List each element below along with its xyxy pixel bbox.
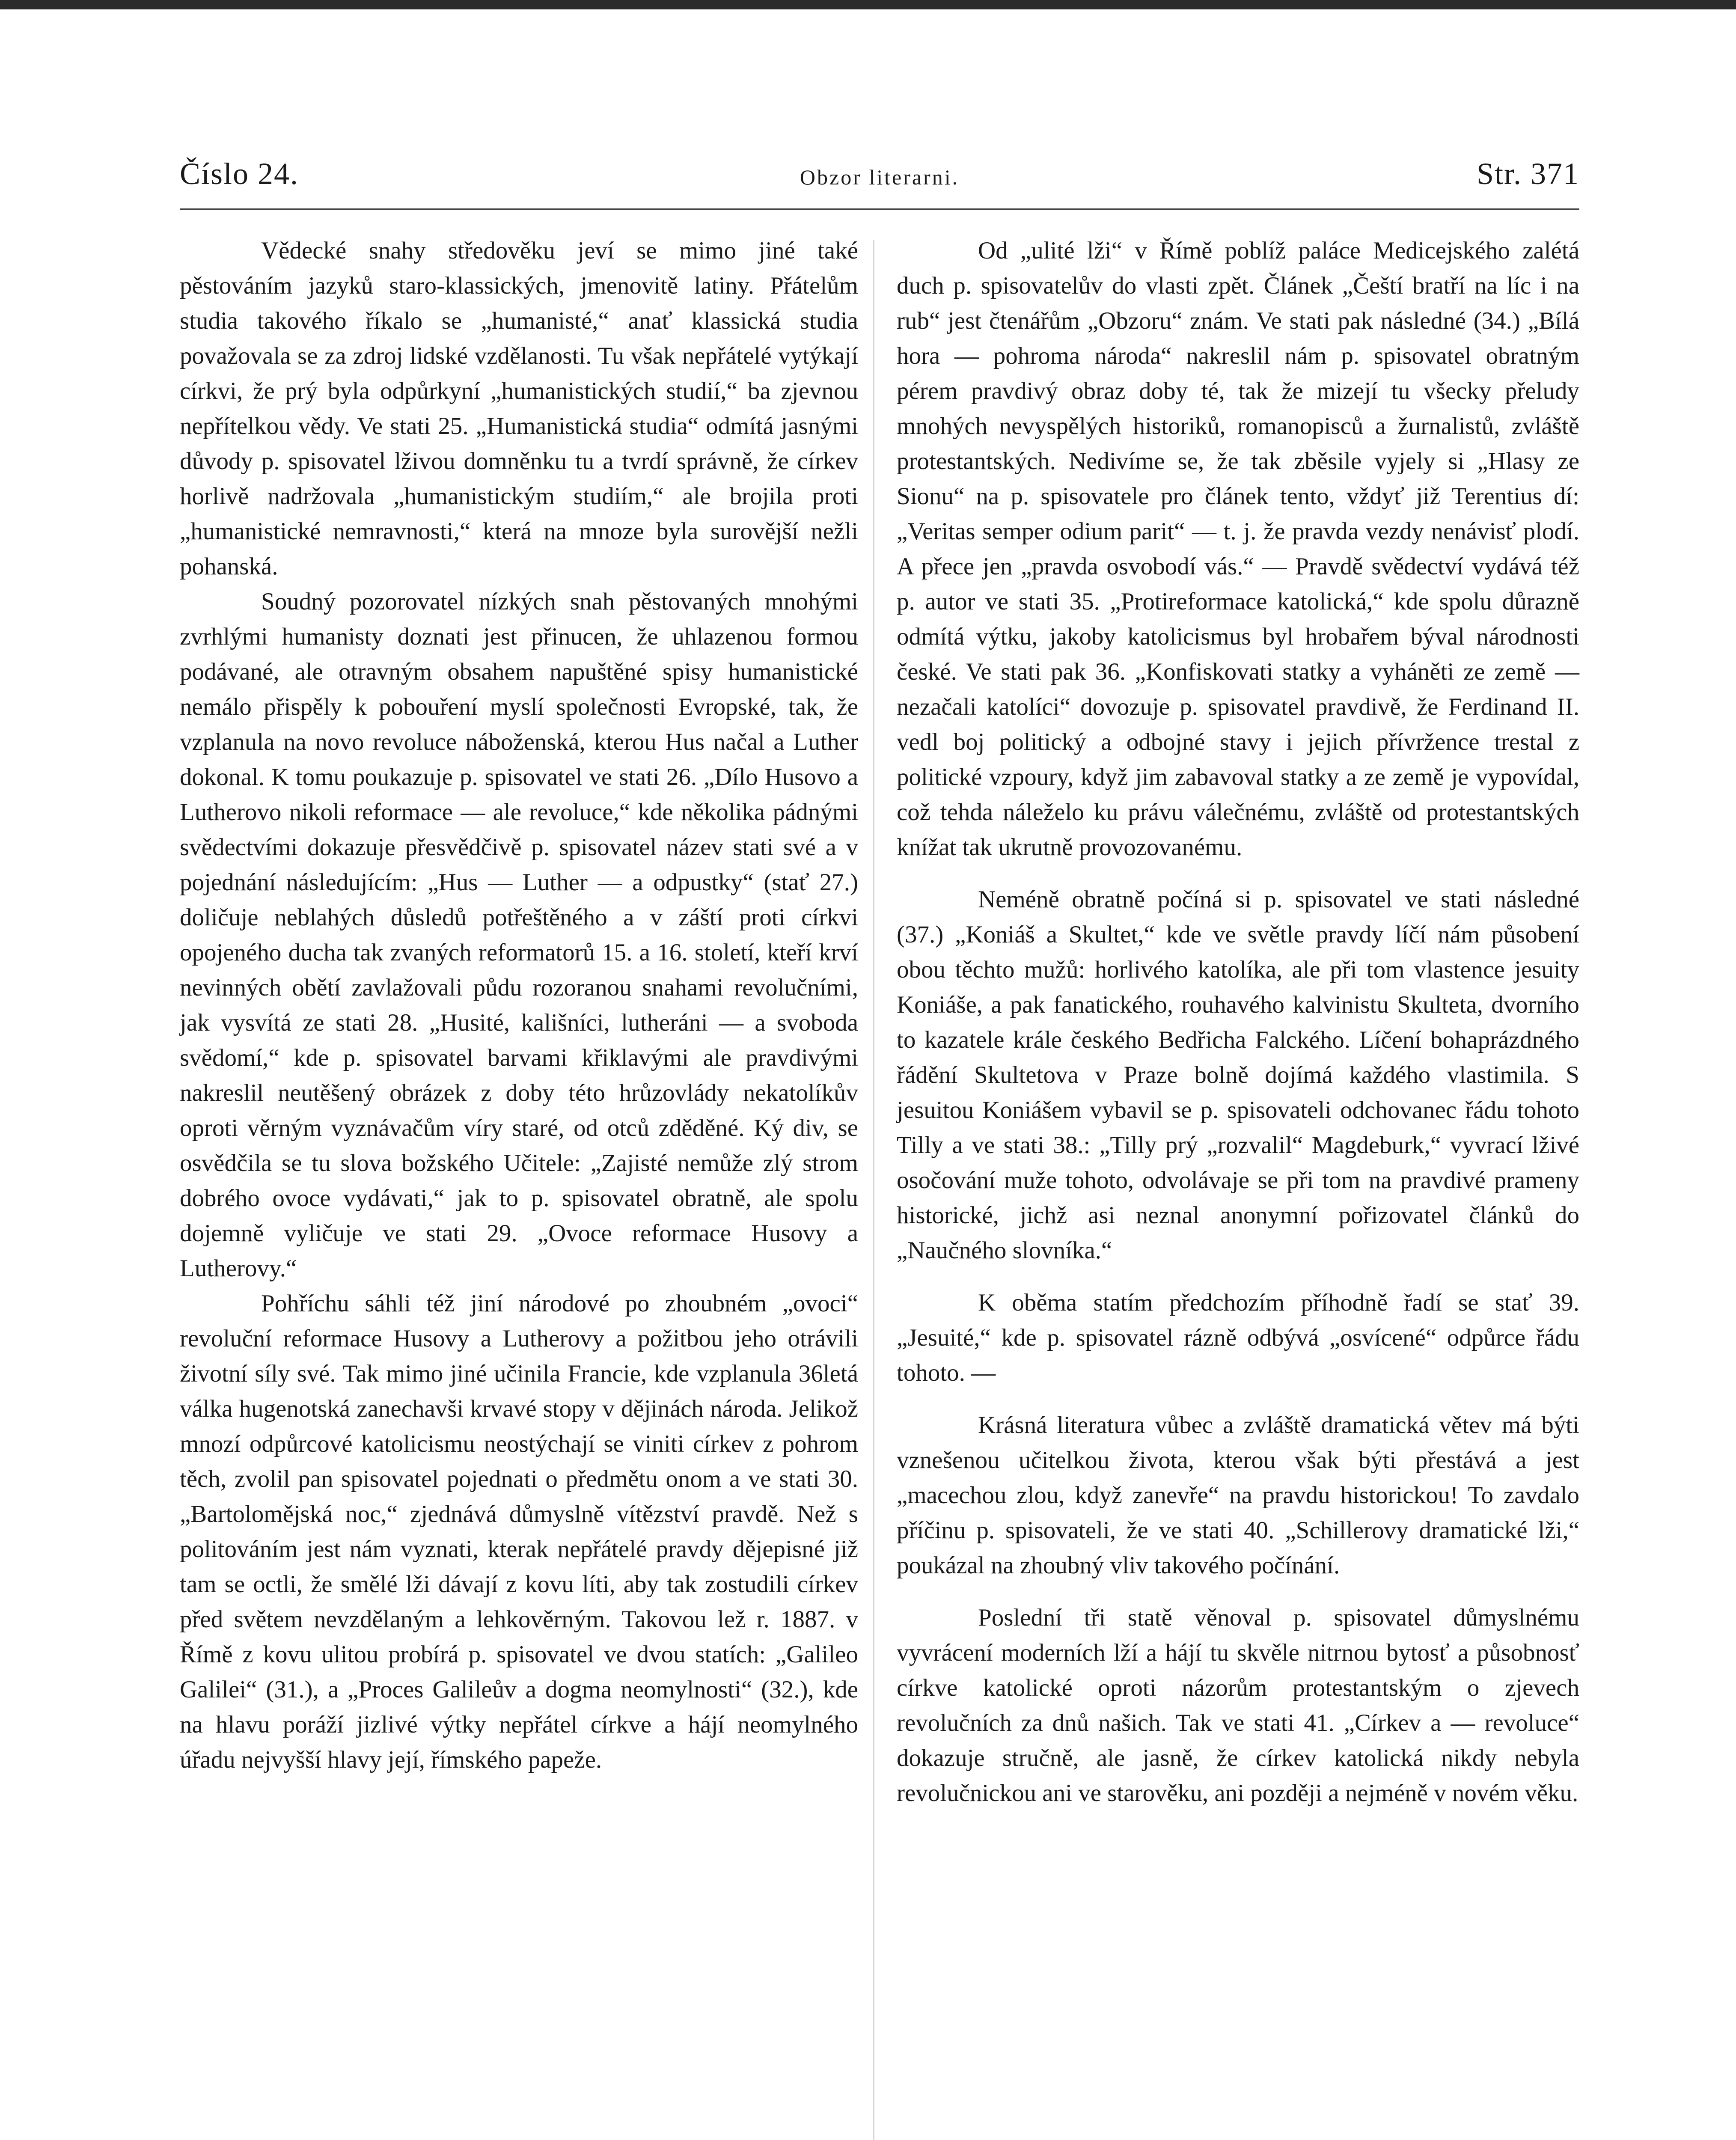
right-column (897, 233, 1579, 1811)
issue-number: Číslo 24. (180, 157, 299, 191)
page-header (180, 156, 1579, 199)
paragraph: Poslední tři statě věnoval p. spisovatel důmyslnému vyvrácení moderních lží a hájí tu skvěle nitrnou bytosť a působnosť církve katolické oproti názorům protestantským o zjevech revolučních za dnů našich. Tak ve stati 41. „Církev a — revoluce“ dokazuje stručně, ale jasně, že církev katolická nikdy nebyla revolučnickou ani ve starověku, ani později a nejméně v novém věku. (897, 1604, 1579, 1807)
paragraph: K oběma statím předchozím příhodně řadí se stať 39. „Jesuité,“ kde p. spisovatel rázně odbývá „osvícené“ odpůrce řádu tohoto. — (897, 1289, 1579, 1386)
paragraph: Soudný pozorovatel nízkých snah pěstovaných mnohými zvrhlými humanisty doznati jest přinucen, že uhlazenou formou podávané, ale otravným obsahem napuštěné spisy humanistické nemálo přispěly k pobouření myslí společnosti Evropské, tak, že vzplanula na novo revoluce náboženská, kterou Hus načal a Luther dokonal. K tomu poukazuje p. spisovatel ve stati 26. „Dílo Husovo a Lutherovo nikoli reformace — ale revoluce,“ kde několika pádnými svědectvími dokazuje přesvědčivě p. spisovatel název stati své a v pojednání následujícím: „Hus — Luther — a odpustky“ (stať 27.) doličuje neblahých důsledů potřeštěného a v záští proti církvi opojeného ducha tak zvaných reformatorů 15. a 16. století, kteří krví nevinných obětí zavlažovali půdu rozoranou snahami revolučními, jak vysvítá ze stati 28. „Husité, kališníci, lutheráni — a svoboda svědomí,“ kde p. spisovatel barvami křiklavými ale pravdivými nakreslil neutěšený obrázek z doby této hrůzovlády nekatolíkův oproti věrným vyznávačům víry staré, od otců zděděné. Ký div, se osvědčila se tu slova božského Učitele: „Zajisté nemůže zlý strom dobrého ovoce vydávati,“ jak to p. spisovatel obratně, ale spolu dojemně vyličuje ve stati 29. „Ovoce reformace Husovy a Lutherovy.“ (180, 588, 858, 1282)
paragraph: Vědecké snahy středověku jeví se mimo jiné také pěstováním jazyků staro-klassických, jmenovitě latiny. Přátelům studia takového říkalo se „humanisté,“ anať klassická studia považovala se za zdroj lidské vzdělanosti. Tu však nepřátelé vytýkají církvi, že prý byla odpůrkyní „humanistických studií,“ ba zjevnou nepřítelkou vědy. Ve stati 25. „Humanistická studia“ odmítá jasnými důvody p. spisovatel lživou domněnku tu a tvrdí správně, že církev horlivě nadržovala „humanistickým studiím,“ ale brojila proti „humanistické nemravnosti,“ která na mnoze byla surovější nežli pohanská. (180, 237, 858, 580)
column-divider (873, 240, 874, 2140)
journal-title: Obzor literarni. (800, 165, 960, 189)
header-rule (180, 208, 1579, 210)
left-column (180, 233, 858, 1777)
paragraph: Neméně obratně počíná si p. spisovatel ve stati následné (37.) „Koniáš a Skultet,“ kde ve světle pravdy líčí nám působení obou těchto mužů: horlivého katolíka, ale při tom vlastence jesuity Koniáše, a pak fanatického, rouhavého kalvinistu Skulteta, dvorního to kazatele krále českého Bedřicha Falckého. Líčení bohaprázdného řádění Skultetova v Praze bolně dojímá každého vlastimila. S jesuitou Koniášem vybavil se p. spisovateli odchovanec řádu tohoto Tilly a ve stati 38.: „Tilly prý „rozvalil“ Magdeburk,“ vyvrací lživé osočování muže tohoto, odvolávaje se při tom na pravdivé prameny historické, jichž asi neznal anonymní pořizovatel článků do „Naučného slovníka.“ (897, 886, 1579, 1264)
page-top-edge (0, 0, 1736, 9)
page-number: Str. 371 (1476, 157, 1579, 191)
paragraph: Od „ulité lži“ v Římě poblíž paláce Medicejského zalétá duch p. spisovatelův do vlasti zpět. Článek „Čeští bratří na líc i na rub“ jest čtenářům „Obzoru“ znám. Ve stati pak následné (34.) „Bílá hora — pohroma národa“ nakreslil nám p. spisovatel obratným pérem pravdivý obraz doby té, tak že mizejí tu všecky přeludy mnohých nevyspělých historiků, romanopisců a žurnalistů, zvláště protestantských. Nedivíme se, že tak zběsile vyjely si „Hlasy ze Sionu“ na p. spisovatele pro článek tento, vždyť již Terentius dí: „Veritas semper odium parit“ — t. j. že pravda vezdy nenávisť plodí. A přece jen „pravda osvobodí vás.“ — Pravdě svědectví vydává též p. autor ve stati 35. „Protireformace katolická,“ kde spolu důrazně odmítá výtku, jakoby katolicismus byl hrobařem býval národnosti české. Ve stati pak 36. „Konfiskovati statky a vyháněti ze země — nezačali katolíci“ dovozuje p. spisovatel pravdivě, že Ferdinand II. vedl boj politický a odbojné stavy i jejich přívržence trestal z politické vzpoury, když jim zabavoval statky a ze země je vypovídal, což tehda náleželo ku právu válečnému, zvláště od protestantských knížat tak ukrutně provozovanému. (897, 237, 1579, 861)
paragraph: Krásná literatura vůbec a zvláště dramatická větev má býti vznešenou učitelkou života, kterou však býti přestává a jest „macechou zlou, když zanevře“ na pravdu historickou! To zavdalo příčinu p. spisovateli, že ve stati 40. „Schillerovy dramatické lži,“ poukázal na zhoubný vliv takového počínání. (897, 1412, 1579, 1579)
paragraph: Pohříchu sáhli též jiní národové po zhoubném „ovoci“ revoluční reformace Husovy a Lutherovy a požitbou jeho otrávili životní síly své. Tak mimo jiné učinila Francie, kde vzplanula 36letá válka hugenotská zanechavši krvavé stopy v dějinách národa. Jelikož mnozí odpůrcové katolicismu neostýchají se viniti církev z pohrom těch, zvolil pan spisovatel pojednati o předmětu onom a ve stati 30. „Bartolomějská noc,“ zjednává důmyslně vítězství pravdě. Než s politováním jest nám vyznati, kterak nepřátelé pravdy dějepisné již tam se octli, že smělé lži dávají z kovu líti, aby tak zostudili církev před světem nevzdělaným a lehkověrným. Takovou lež r. 1887. v Římě z kovu ulitou probírá p. spisovatel ve dvou statích: „Galileo Galilei“ (31.), a „Proces Galileův a dogma neomylnosti“ (32.), kde na hlavu poráží jizlivé výtky nepřátel církve a hájí neomylného úřadu nejvyšší hlavy její, římského papeže. (180, 1290, 858, 1773)
